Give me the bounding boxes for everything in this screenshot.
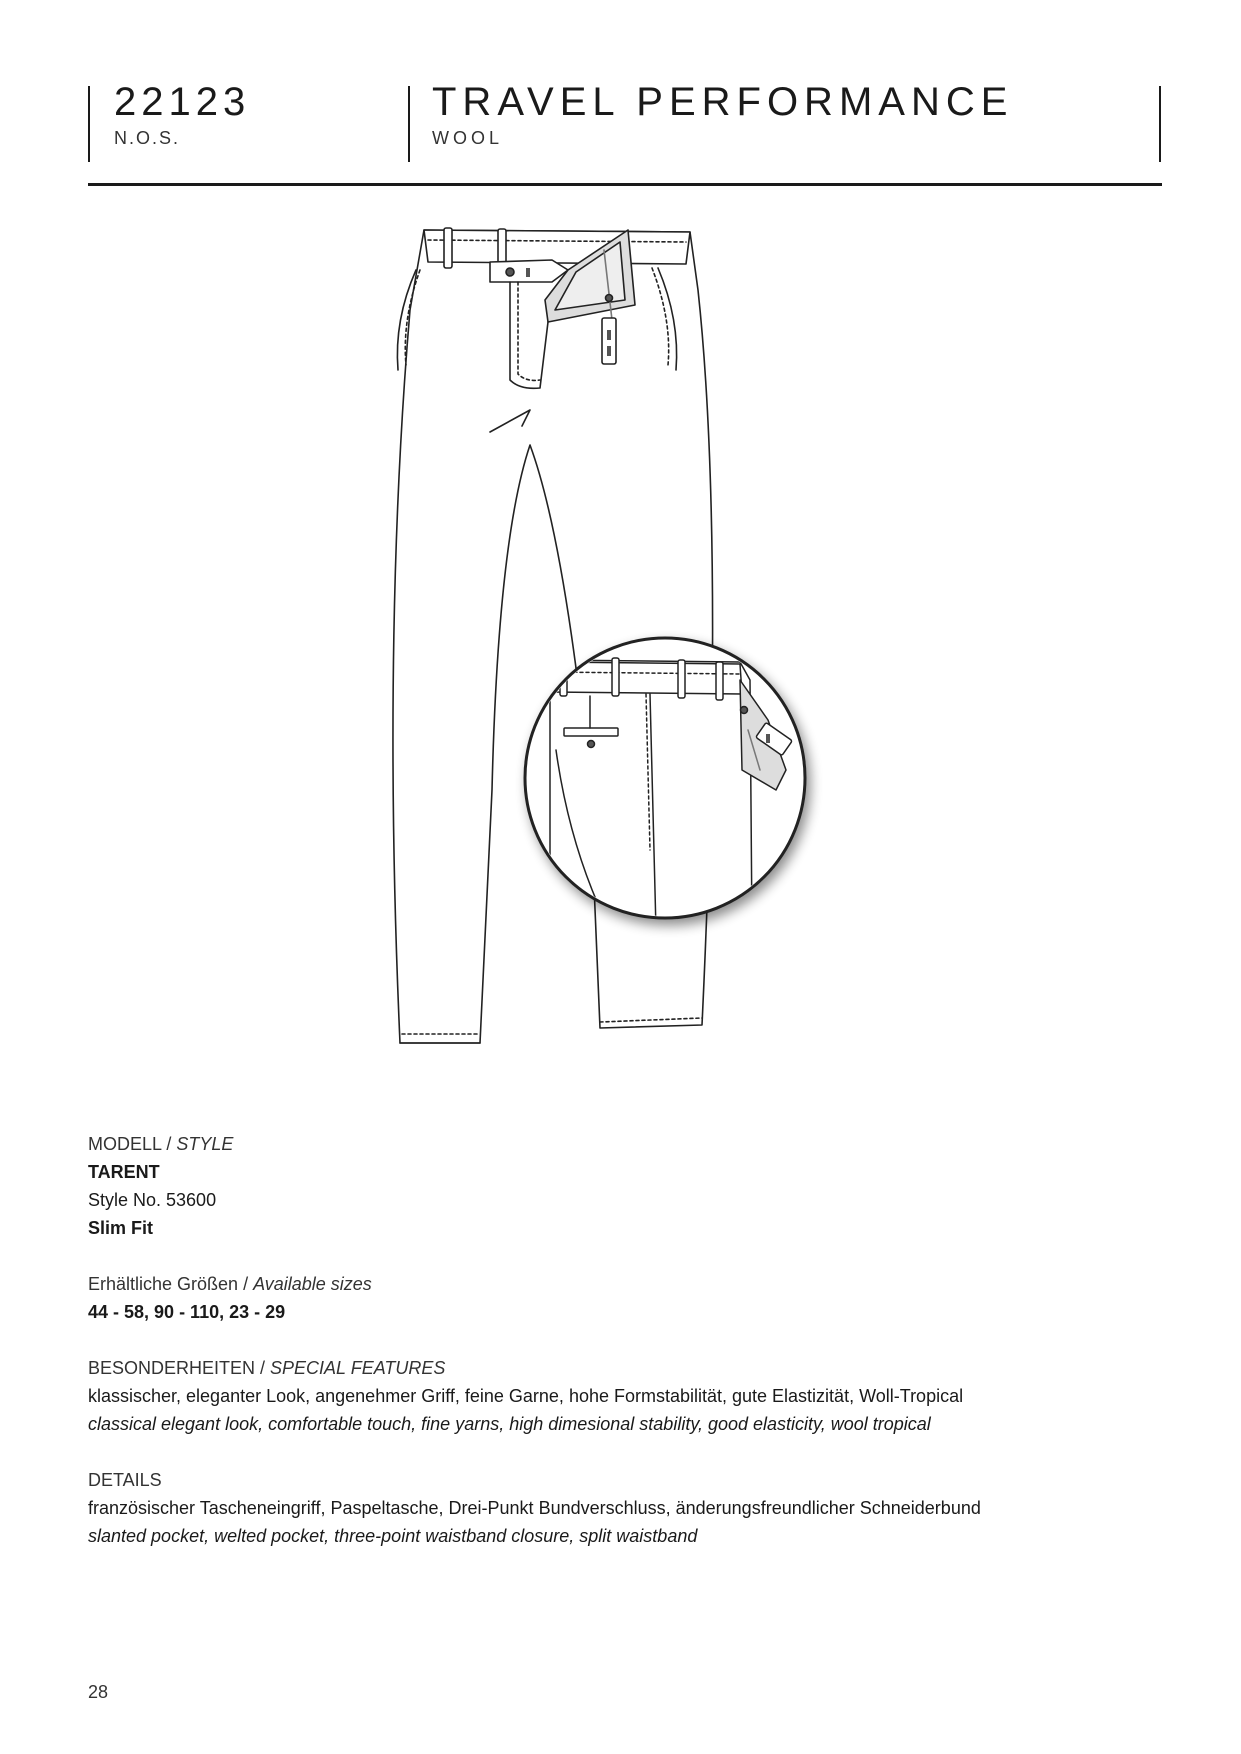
features-label-en: SPECIAL FEATURES [270,1358,446,1378]
style-label-de: MODELL / [88,1134,177,1154]
detail-magnifier [525,638,805,930]
page-number: 28 [88,1682,109,1702]
article-code-sub: N.O.S. [114,128,181,148]
sizes-values: 44 - 58, 90 - 110, 23 - 29 [88,1302,286,1322]
details-text-de: französischer Tascheneingriff, Paspeltasche, Drei-Punkt Bundverschluss, änderungsfreundlicher Schneiderbund [88,1498,981,1518]
features-text-en: classical elegant look, comfortable touch, fine yarns, high dimesional stability, good elasticity, wool tropical [88,1414,931,1434]
collection-title: TRAVEL PERFORMANCE [432,80,1014,124]
style-fit: Slim Fit [88,1218,154,1238]
sizes-label [88,1270,1148,1298]
style-name: TARENT [88,1162,160,1182]
header [88,80,1160,164]
header-divider-right [1159,86,1161,162]
features-text-de: klassischer, eleganter Look, angenehmer Griff, feine Garne, hohe Formstabilität, gute Elastizität, Woll-Tropical [88,1386,964,1406]
details-text-en: slanted pocket, welted pocket, three-point waistband closure, split waistband [88,1526,698,1546]
sizes-label-de: Erhältliche Größen / [88,1274,254,1294]
trousers-outline [393,228,713,1043]
header-divider-left [88,86,90,162]
header-divider-middle [408,86,410,162]
trousers-drawing [380,210,920,1090]
product-info [88,1130,1148,1550]
features-label [88,1354,1148,1382]
style-number: Style No. 53600 [88,1190,217,1210]
style-label-en: STYLE [176,1134,234,1154]
collection-subtitle: WOOL [432,128,504,148]
sizes-label-en: Available sizes [253,1274,372,1294]
header-rule [88,183,1162,186]
features-label-de: BESONDERHEITEN / [88,1358,271,1378]
details-label: DETAILS [88,1470,162,1490]
style-label [88,1130,1148,1158]
article-code: 22123 [114,80,251,124]
